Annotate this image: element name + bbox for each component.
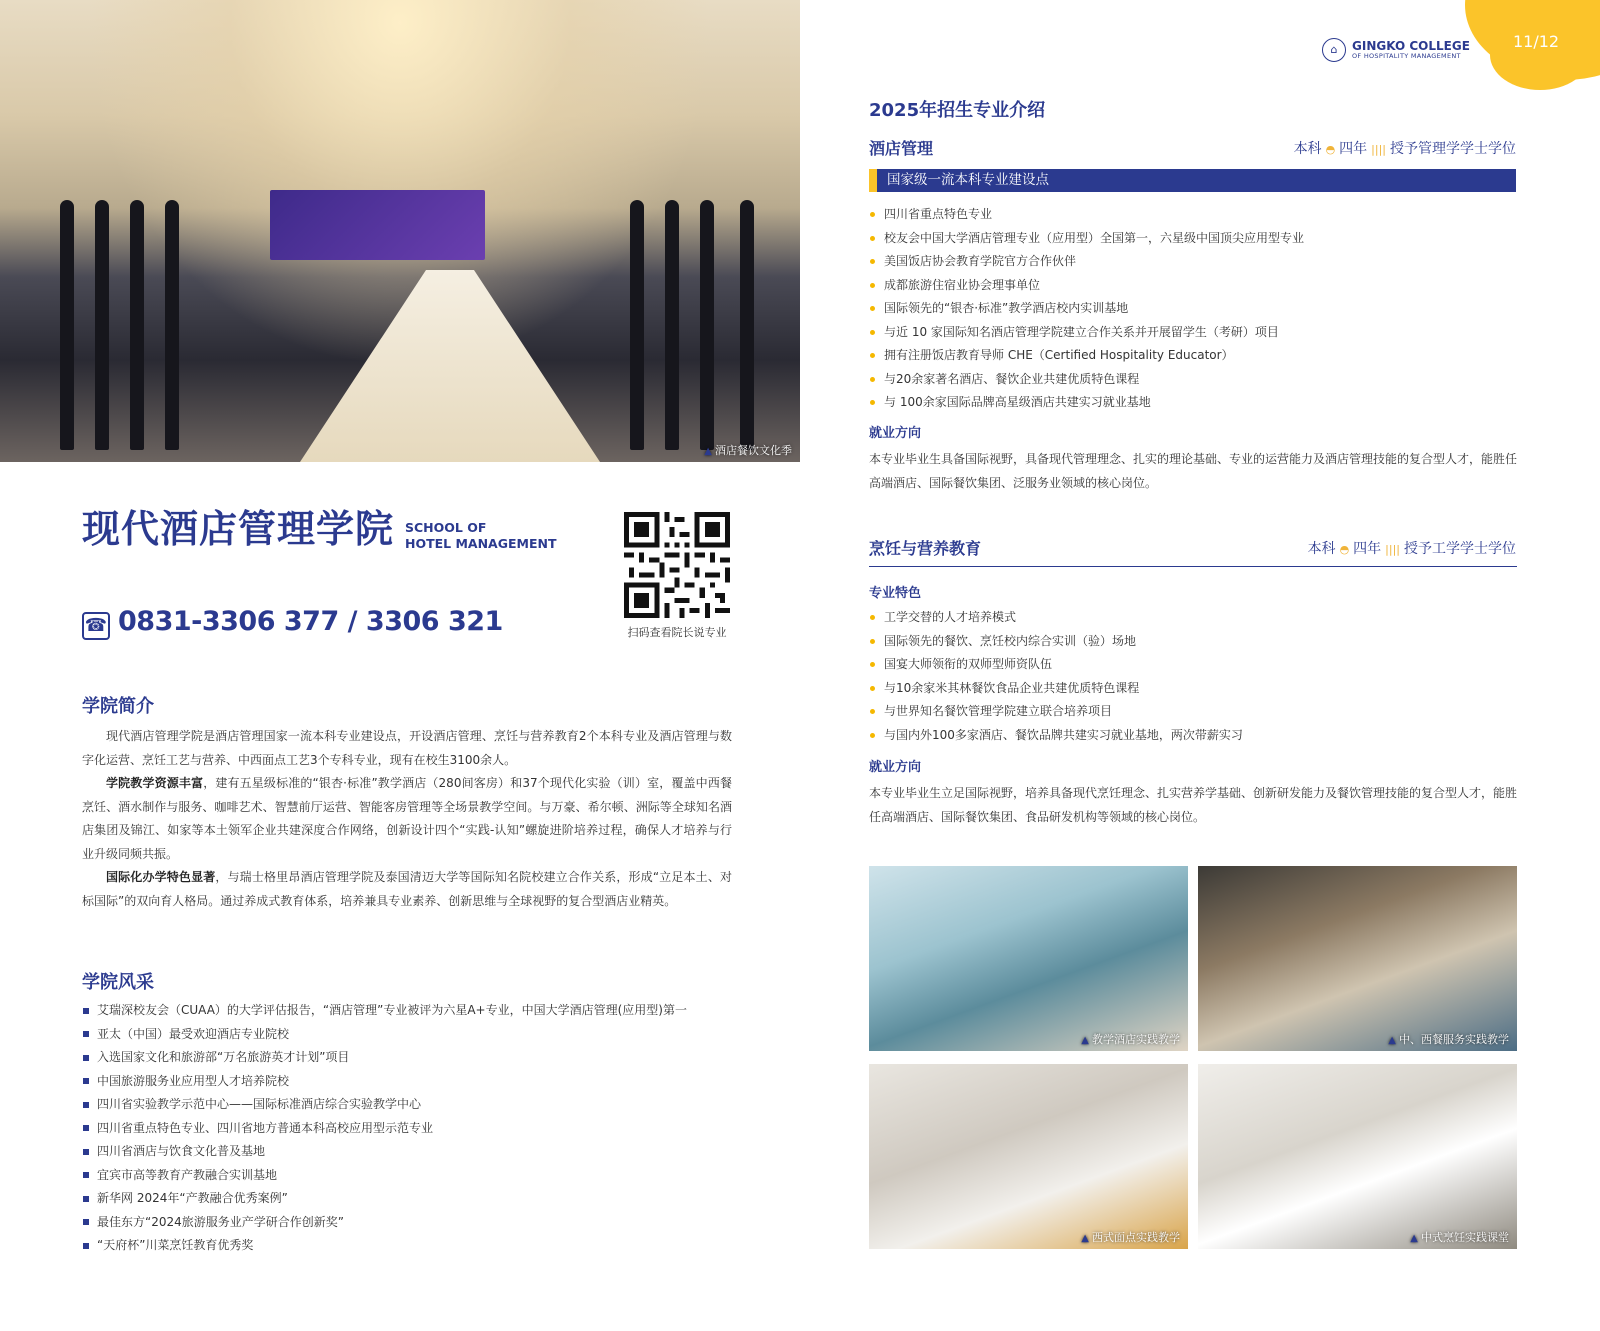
separator-icon: ◓ xyxy=(1325,143,1336,156)
career-text: 本专业毕业生立足国际视野，培养具备现代烹饪理念、扎实营养学基础、创新研发能力及餐饮管理技能的复合型人才，能胜任高端酒店、国际餐饮集团、食品研发机构等领域的核心岗位。 xyxy=(869,786,1518,824)
list-item: 亚太（中国）最受欢迎酒店专业院校 xyxy=(97,1023,687,1047)
intro-body xyxy=(82,725,732,913)
intro-bold-lead: 学院教学资源丰富 xyxy=(106,776,204,790)
intro-text: ，建有五星级标准的“银杏·标准”教学酒店（280间客房）和37个现代化实验（训）室，覆盖中西餐烹饪、酒水制作与服务、咖啡艺术、智慧前厅运营、智能客房管理等全场景教学空间。与万豪、希尔顿、洲际等全球知名酒店集团及锦江、如家等本土领军企业共建深度合作网络，创新设计四个“实践-认知”螺旋进阶培养过程，确保人才培养与行业升级同频共振。 xyxy=(82,776,732,861)
separator-icon: |||| xyxy=(1385,543,1400,556)
section-title: 2025年招生专业介绍 xyxy=(869,100,1046,121)
phone-icon: ☎ xyxy=(82,612,110,640)
school-title-en-line2: HOTEL MANAGEMENT xyxy=(405,536,557,551)
chinese-cooking-photo xyxy=(1198,1064,1517,1249)
qr-code-image xyxy=(624,512,730,618)
major-degree: 授予管理学学士学位 xyxy=(1390,141,1516,157)
intro-paragraph xyxy=(82,866,732,913)
list-item: 与国内外100多家酒店、餐饮品牌共建实习就业基地，两次带薪实习 xyxy=(884,724,1243,748)
phone-number[interactable]: 0831-3306 377 / 3306 321 xyxy=(118,606,503,637)
staff-figure xyxy=(740,200,754,450)
major-meta xyxy=(1308,538,1516,558)
school-title: 现代酒店管理学院 xyxy=(82,507,395,551)
list-item: 宜宾市高等教育产教融合实训基地 xyxy=(97,1164,687,1188)
major-level: 本科 xyxy=(1293,141,1322,157)
features-heading: 专业特色 xyxy=(869,586,922,601)
photo-caption: ▲ 西式面点实践教学 xyxy=(1081,1229,1180,1245)
photo-caption: ▲ 中式烹饪实践课堂 xyxy=(1410,1229,1509,1245)
list-item: 工学交替的人才培养模式 xyxy=(884,606,1243,630)
list-item: 与世界知名餐饮管理学院建立联合培养项目 xyxy=(884,700,1243,724)
list-item: 成都旅游住宿业协会理事单位 xyxy=(884,274,1304,298)
staff-figure xyxy=(700,200,714,450)
career-heading: 就业方向 xyxy=(869,760,922,775)
photo-caption: ▲ 教学酒店实践教学 xyxy=(1081,1031,1180,1047)
list-item: 四川省重点特色专业、四川省地方普通本科高校应用型示范专业 xyxy=(97,1117,687,1141)
list-item: 与近 10 家国际知名酒店管理学院建立合作关系并开展留学生（考研）项目 xyxy=(884,321,1304,345)
list-item: 美国饭店协会教育学院官方合作伙伴 xyxy=(884,250,1304,274)
intro-paragraph: 现代酒店管理学院是酒店管理国家一流本科专业建设点，开设酒店管理、烹饪与营养教育2个本科专业及酒店管理与数字化运营、烹饪工艺与营养、中西面点工艺3个专科专业，现有在校生3100余人。 xyxy=(82,729,732,767)
list-item: 与10余家米其林餐饮食品企业共建优质特色课程 xyxy=(884,677,1243,701)
separator-icon: |||| xyxy=(1371,143,1386,156)
career-text: 本专业毕业生具备国际视野，具备现代管理理念、扎实的理论基础、专业的运营能力及酒店管理技能的复合型人才，能胜任高端酒店、国际餐饮集团、泛服务业领域的核心岗位。 xyxy=(869,452,1518,490)
intro-bold-lead: 国际化办学特色显著 xyxy=(106,870,216,884)
intro-heading: 学院简介 xyxy=(82,696,154,717)
list-item: 与 100余家国际品牌高星级酒店共建实习就业基地 xyxy=(884,391,1304,415)
photo-caption: ▲ 酒店餐饮文化季 xyxy=(704,442,792,458)
intro-text: ，与瑞士格里昂酒店管理学院及泰国清迈大学等国际知名院校建立合作关系，形成“立足本土、对标国际”的双向育人格局。通过养成式教育体系，培养兼具专业素养、创新思维与全球视野的复合型酒店业精英。 xyxy=(82,870,732,908)
list-item: 校友会中国大学酒店管理专业（应用型）全国第一，六星级中国顶尖应用型专业 xyxy=(884,227,1304,251)
qr-caption: 扫码查看院长说专业 xyxy=(627,626,727,639)
college-logo-name: GINGKO COLLEGE xyxy=(1352,39,1470,53)
major-banner: 国家级一流本科专业建设点 xyxy=(869,169,1516,192)
event-banner xyxy=(270,190,485,260)
staff-figure xyxy=(165,200,179,450)
corner-decoration xyxy=(1490,20,1590,90)
list-item: 四川省实验教学示范中心——国际标准酒店综合实验教学中心 xyxy=(97,1093,687,1117)
school-title-en xyxy=(405,520,556,552)
career-heading: 就业方向 xyxy=(869,426,922,441)
list-item: 新华网 2024年“产教融合优秀案例” xyxy=(97,1187,687,1211)
list-item: 最佳东方“2024旅游服务业产学研合作创新奖” xyxy=(97,1211,687,1235)
banquet-table xyxy=(300,270,600,462)
staff-figure xyxy=(95,200,109,450)
page-number: 11/12 xyxy=(1513,32,1560,51)
list-item: 四川省酒店与饮食文化普及基地 xyxy=(97,1140,687,1164)
major-degree: 授予工学学士学位 xyxy=(1404,541,1516,557)
list-item: 国宴大师领衔的双师型师资队伍 xyxy=(884,653,1243,677)
fengcai-heading: 学院风采 xyxy=(82,972,154,993)
school-title-en-line1: SCHOOL OF xyxy=(405,520,487,535)
intro-paragraph xyxy=(82,772,732,866)
staff-figure xyxy=(130,200,144,450)
major-years: 四年 xyxy=(1339,141,1368,157)
list-item: 国际领先的“银杏·标准”教学酒店校内实训基地 xyxy=(884,297,1304,321)
teaching-hotel-photo xyxy=(869,866,1188,1051)
list-item: 艾瑞深校友会（CUAA）的大学评估报告，“酒店管理”专业被评为六星A+专业，中国大学酒店管理(应用型)第一 xyxy=(97,999,687,1023)
staff-figure xyxy=(630,200,644,450)
list-item: 与20余家著名酒店、餐饮企业共建优质特色课程 xyxy=(884,368,1304,392)
major-feature-list xyxy=(884,606,1243,747)
dining-service-photo xyxy=(1198,866,1517,1051)
list-item: 四川省重点特色专业 xyxy=(884,203,1304,227)
major-level: 本科 xyxy=(1307,541,1336,557)
list-item: 拥有注册饭店教育导师 CHE（Certified Hospitality Educator） xyxy=(884,344,1304,368)
college-logo-subtitle: OF HOSPITALITY MANAGEMENT xyxy=(1352,52,1461,60)
separator-icon: ◓ xyxy=(1339,543,1350,556)
major-meta xyxy=(1294,138,1516,158)
photo-caption: ▲ 中、西餐服务实践教学 xyxy=(1388,1031,1509,1047)
college-logo-icon: ⌂ xyxy=(1322,38,1346,62)
list-item: “天府杯”川菜烹饪教育优秀奖 xyxy=(97,1234,687,1258)
major-years: 四年 xyxy=(1353,541,1382,557)
hero-photo xyxy=(0,0,800,462)
qr-code[interactable] xyxy=(624,512,730,618)
divider xyxy=(869,566,1517,567)
list-item: 入选国家文化和旅游部“万名旅游英才计划”项目 xyxy=(97,1046,687,1070)
list-item: 中国旅游服务业应用型人才培养院校 xyxy=(97,1070,687,1094)
pastry-practice-photo xyxy=(869,1064,1188,1249)
staff-figure xyxy=(665,200,679,450)
major-name: 烹饪与营养教育 xyxy=(869,539,982,558)
staff-figure xyxy=(60,200,74,450)
list-item: 国际领先的餐饮、烹饪校内综合实训（验）场地 xyxy=(884,630,1243,654)
major-feature-list xyxy=(884,203,1304,415)
fengcai-list xyxy=(97,999,687,1258)
major-name: 酒店管理 xyxy=(869,139,934,158)
